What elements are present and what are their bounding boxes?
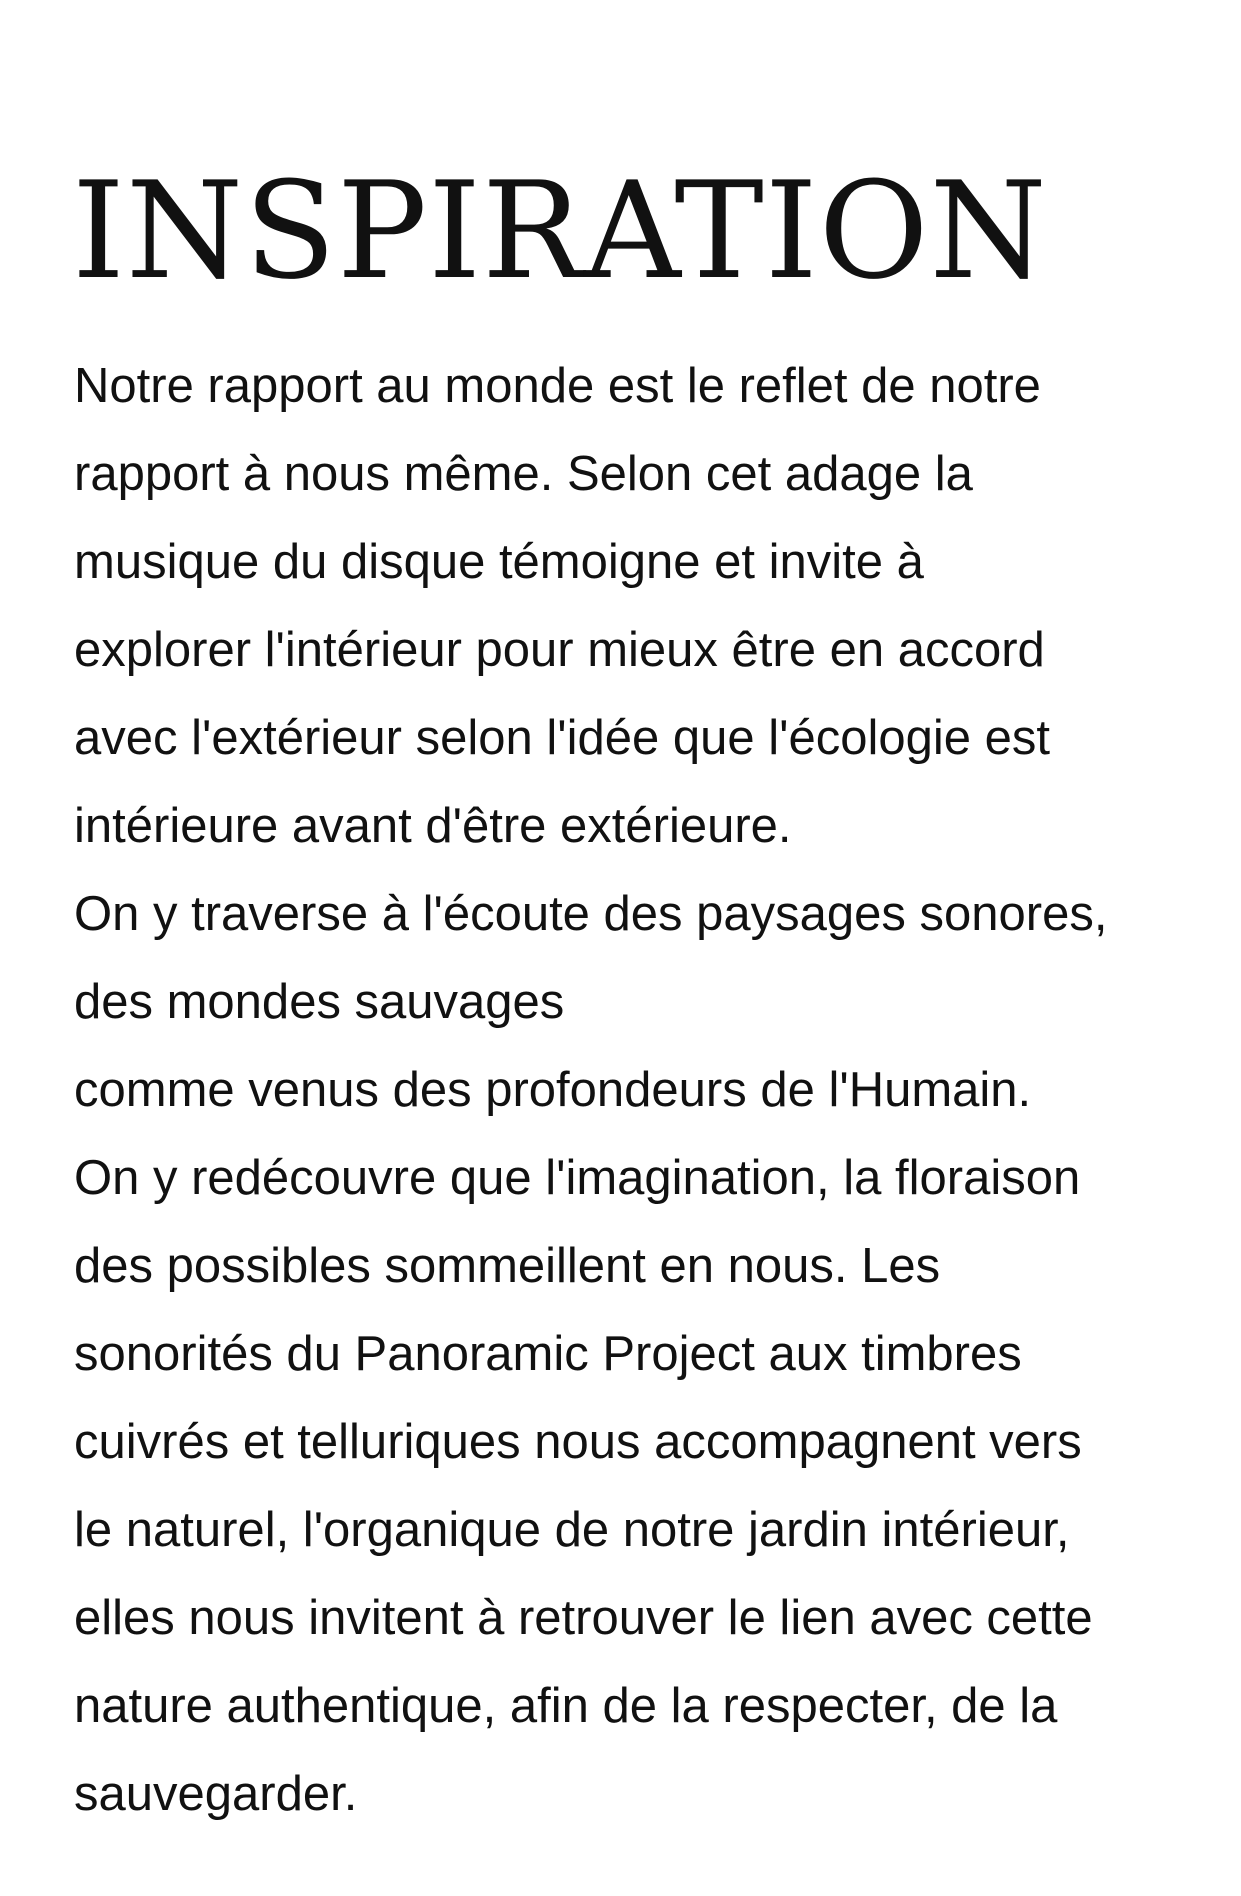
body-text (74, 342, 1194, 1838)
text-line: des mondes sauvages (74, 975, 565, 1029)
text-line: sauvegarder. (74, 1767, 358, 1821)
page-title: INSPIRATION (72, 153, 1048, 309)
text-line: musique du disque témoigne et invite à (74, 535, 924, 589)
text-line: cuivrés et telluriques nous accompagnent vers (74, 1415, 1082, 1469)
text-line: comme venus des profondeurs de l'Humain. (74, 1063, 1032, 1117)
text-line: explorer l'intérieur pour mieux être en accord (74, 623, 1045, 677)
text-line: elles nous invitent à retrouver le lien avec cette (74, 1591, 1093, 1645)
text-line: nature authentique, afin de la respecter, de la (74, 1679, 1058, 1733)
text-line: On y traverse à l'écoute des paysages sonores, (74, 887, 1108, 941)
text-line: des possibles sommeillent en nous. Les (74, 1239, 941, 1293)
text-line: rapport à nous même. Selon cet adage la (74, 447, 973, 501)
text-line: Notre rapport au monde est le reflet de notre (74, 359, 1041, 413)
text-line: On y redécouvre que l'imagination, la floraison (74, 1151, 1081, 1205)
text-line: intérieure avant d'être extérieure. (74, 799, 792, 853)
text-line: avec l'extérieur selon l'idée que l'écologie est (74, 711, 1050, 765)
text-line: le naturel, l'organique de notre jardin intérieur, (74, 1503, 1070, 1557)
text-line: sonorités du Panoramic Project aux timbres (74, 1327, 1022, 1381)
